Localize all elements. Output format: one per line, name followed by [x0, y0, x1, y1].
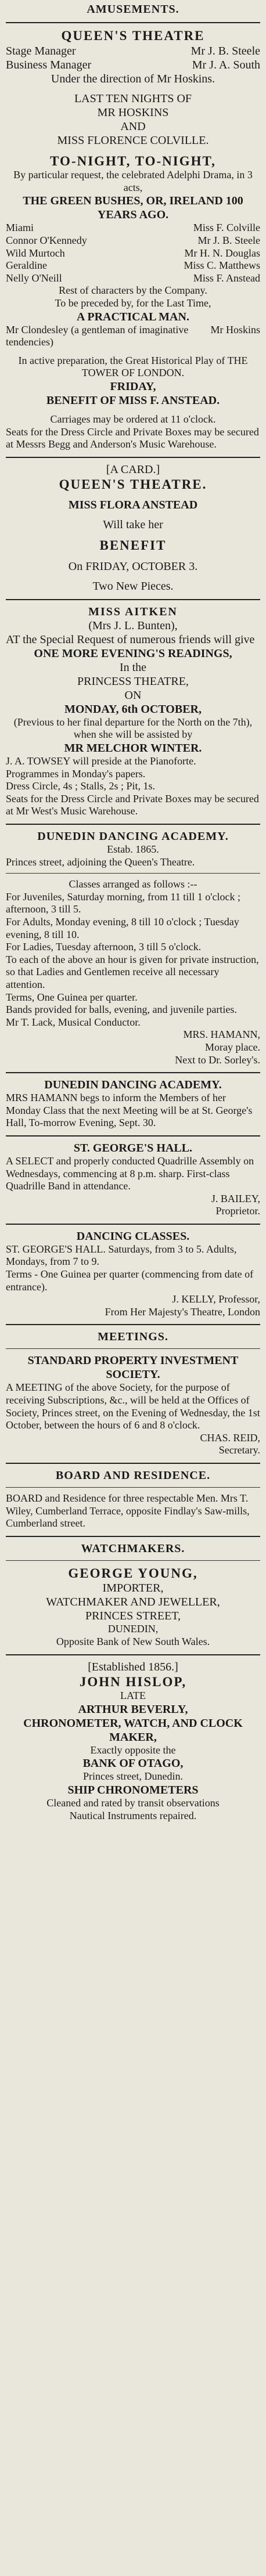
- dancing-lack: Mr T. Lack, Musical Conductor.: [6, 1016, 141, 1028]
- cast-row: Connor O'Kennedy Mr J. B. Steele: [6, 234, 260, 246]
- section-heading-watchmakers: WATCHMAKERS.: [81, 1542, 185, 1555]
- hislop-chronometer: CHRONOMETER, WATCH, AND CLOCK MAKER,: [23, 1716, 243, 1744]
- preparation-text: In active preparation, the Great Historical Play of THE TOWER OF LONDON.: [18, 354, 248, 379]
- colville-name: MISS FLORENCE COLVILLE.: [57, 134, 209, 147]
- meetings-role: Secretary.: [218, 1444, 260, 1456]
- divider: [6, 1654, 260, 1655]
- aitken-mrs: (Mrs J. L. Bunten),: [88, 619, 178, 632]
- divider: [6, 599, 260, 600]
- aitken-on: ON: [124, 688, 142, 702]
- dancing-address: Princes street, adjoining the Queen's Theatre.: [6, 856, 195, 868]
- staff-row: Stage Manager Mr J. B. Steele: [6, 44, 260, 57]
- divider: [6, 457, 260, 458]
- cast-row: Nelly O'Neill Miss F. Anstead: [6, 272, 260, 284]
- section-heading-board: BOARD AND RESIDENCE.: [55, 1469, 211, 1482]
- georges-role: Proprietor.: [215, 1205, 260, 1217]
- and-text: AND: [120, 120, 146, 133]
- divider: [6, 873, 260, 874]
- aitken-text: AT the Special Request of numerous friends will give: [6, 633, 255, 646]
- divider: [6, 1348, 260, 1349]
- hislop-arthur: ARTHUR BEVERLY,: [78, 1702, 188, 1716]
- direction-note: Under the direction of Mr Hoskins.: [51, 72, 215, 85]
- preceded-text: To be preceded by, for the Last Time,: [55, 297, 211, 309]
- friday-heading: FRIDAY,: [110, 380, 156, 393]
- dancing-adults: For Adults, Monday evening, 8 till 10 o'clock ; Tuesday evening, 8 till 10.: [6, 916, 239, 940]
- cast-row: Wild Murtoch Mr H. N. Douglas: [6, 247, 260, 259]
- seats-note: Seats for the Dress Circle and Private Boxes may be secured at Messrs Begg and Anderson's Music Warehouse.: [6, 425, 259, 450]
- young-watchmaker: WATCHMAKER AND JEWELLER,: [46, 1596, 220, 1609]
- aitken-prev: (Previous to her final departure for the North on the 7th), when she will be assisted by: [13, 716, 253, 741]
- hoskins-name: MR HOSKINS: [97, 106, 169, 119]
- divider: [6, 1560, 260, 1561]
- aitken-programmes: Programmes in Monday's papers.: [6, 767, 146, 780]
- card-label: [A CARD.]: [106, 463, 160, 476]
- divider: [6, 1072, 260, 1073]
- dancing-arranged: Classes arranged as follows :--: [69, 878, 197, 890]
- queens-theatre-title: QUEEN'S THEATRE: [61, 28, 205, 43]
- cast-row: Geraldine Miss C. Matthews: [6, 259, 260, 272]
- hislop-name: JOHN HISLOP,: [79, 1674, 187, 1689]
- hislop-late: LATE: [120, 1690, 146, 1702]
- hislop-cleaned: Cleaned and rated by transit observations: [46, 1796, 220, 1809]
- dancing-bands: Bands provided for balls, evening, and juvenile parties.: [6, 1004, 237, 1016]
- hislop-exactly: Exactly opposite the: [90, 1744, 176, 1756]
- aitken-one-more: ONE MORE EVENING'S READINGS,: [34, 647, 232, 660]
- dancing2-text: MRS HAMANN begs to inform the Members of her Monday Class that the next Meeting will be at St. George's Hall, To-morrow Evening, Sept. 30.: [6, 1092, 253, 1129]
- aitken-hall: PRINCESS THEATRE,: [77, 674, 189, 688]
- divider: [6, 1224, 260, 1225]
- last-nights: LAST TEN NIGHTS OF: [74, 92, 192, 105]
- dancing-juveniles: For Juveniles, Saturday morning, from 11 till 1 o'clock ; afternoon, 3 till 5.: [6, 890, 241, 915]
- hislop-bank: BANK OF OTAGO,: [82, 1757, 184, 1770]
- young-street: PRINCES STREET,: [85, 1610, 181, 1623]
- classes-name: J. KELLY, Professor,: [172, 1293, 260, 1305]
- young-name: GEORGE YOUNG,: [68, 1565, 198, 1581]
- meetings-title: STANDARD PROPERTY INVESTMENT SOCIETY.: [27, 1354, 239, 1381]
- divider: [6, 1463, 260, 1464]
- georges-title: ST. GEORGE'S HALL.: [73, 1141, 193, 1154]
- card-will: Will take her: [103, 518, 163, 532]
- hislop-street: Princes street, Dunedin.: [83, 1770, 183, 1783]
- card-pieces: Two New Pieces.: [92, 579, 174, 593]
- play-title: THE GREEN BUSHES, OR, IRELAND 100 YEARS AGO.: [23, 194, 243, 222]
- rest-of-cast: Rest of characters by the Company.: [59, 284, 207, 297]
- card-name: MISS FLORA ANSTEAD: [68, 499, 198, 512]
- dancing-ladies: For Ladies, Tuesday afternoon, 3 till 5 o'clock.: [6, 941, 202, 953]
- young-city: DUNEDIN,: [107, 1623, 159, 1635]
- farce-cast-row: Mr Clondesley (a gentleman of imaginative tendencies) Mr Hoskins: [6, 323, 260, 348]
- dancing-est: Estab. 1865.: [107, 843, 159, 856]
- request-text: By particular request, the celebrated Adelphi Drama, in 3 acts,: [13, 169, 253, 193]
- aitken-winter: MR MELCHOR WINTER.: [64, 742, 202, 755]
- tonight-heading: TO-NIGHT, TO-NIGHT,: [50, 153, 216, 168]
- dancing-terms: Terms, One Guinea per quarter.: [6, 991, 138, 1003]
- dancing-place: Moray place.: [205, 1041, 260, 1053]
- young-opposite: Opposite Bank of New South Wales.: [56, 1635, 210, 1647]
- section-heading-amusements: AMUSEMENTS.: [87, 3, 179, 16]
- staff-row: Business Manager Mr J. A. South: [6, 58, 260, 71]
- aitken-in: In the: [119, 661, 147, 674]
- aitken-date: MONDAY, 6th OCTOBER,: [64, 702, 202, 716]
- aitken-seats: Seats for the Dress Circle and Private Boxes may be secured at Mr West's Music Warehouse.: [6, 792, 259, 817]
- farce-title: A PRACTICAL MAN.: [77, 310, 189, 323]
- divider: [6, 22, 260, 23]
- classes-text: ST. GEORGE'S HALL. Saturdays, from 3 to 5. Adults, Mondays, from 7 to 9.: [6, 1243, 237, 1268]
- dancing-academy-title: DUNEDIN DANCING ACADEMY.: [37, 830, 229, 843]
- aitken-prices: Dress Circle, 4s ; Stalls, 2s ; Pit, 1s.: [6, 780, 156, 792]
- card-date: On FRIDAY, OCTOBER 3.: [68, 560, 198, 573]
- young-importer: IMPORTER,: [102, 1582, 164, 1595]
- dancing-name: MRS. HAMANN,: [183, 1029, 260, 1041]
- benefit-heading: BENEFIT OF MISS F. ANSTEAD.: [46, 394, 220, 407]
- classes-from: From Her Majesty's Theatre, London: [105, 1305, 260, 1318]
- divider: [6, 824, 260, 825]
- dancing-academy-title-2: DUNEDIN DANCING ACADEMY.: [44, 1078, 222, 1092]
- georges-name: J. BAILEY,: [211, 1192, 260, 1204]
- divider: [6, 1536, 260, 1537]
- meetings-text: A MEETING of the above Society, for the purpose of receiving Subscriptions, &c., will be held at the Offices of Society, Princes street, on the Evening of Wednesday, the 1st October, between the hours of 6 and 8 o'clock.: [6, 1381, 260, 1431]
- cast-row: Miami Miss F. Colville: [6, 222, 260, 234]
- georges-text: A SELECT and properly conducted Quadrille Assembly on Wednesdays, commencing at 8 p.m. sharp. First-class Quadrille Band in attendance.: [6, 1154, 254, 1192]
- hislop-ship: SHIP CHRONOMETERS: [67, 1783, 199, 1796]
- hislop-est: [Established 1856.]: [88, 1660, 178, 1673]
- aitken-name: MISS AITKEN: [88, 605, 178, 618]
- card-benefit: BENEFIT: [99, 538, 167, 553]
- carriages-note: Carriages may be ordered at 11 o'clock.: [50, 413, 216, 425]
- board-text: BOARD and Residence for three respectable Men. Mrs T. Wiley, Cumberland Terrace, opposite Findlay's Saw-mills, Cumberland street.: [6, 1492, 250, 1529]
- classes-terms: Terms - One Guinea per quarter (commencing from date of entrance).: [6, 1268, 254, 1293]
- divider: [6, 1487, 260, 1488]
- hislop-nautical: Nautical Instruments repaired.: [69, 1809, 197, 1821]
- card-theatre-title: QUEEN'S THEATRE.: [59, 477, 207, 492]
- section-heading-meetings: MEETINGS.: [98, 1330, 168, 1344]
- divider: [6, 1135, 260, 1137]
- divider: [6, 1324, 260, 1325]
- dancing-each: To each of the above an hour is given for private instruction, so that Ladies and Gentlemen receive all necessary attention.: [6, 953, 259, 990]
- dancing-next: Next to Dr. Sorley's.: [175, 1054, 260, 1066]
- classes-title: DANCING CLASSES.: [76, 1229, 190, 1243]
- meetings-name: CHAS. REID,: [200, 1431, 260, 1444]
- aitken-towsey: J. A. TOWSEY will preside at the Pianoforte.: [6, 755, 196, 767]
